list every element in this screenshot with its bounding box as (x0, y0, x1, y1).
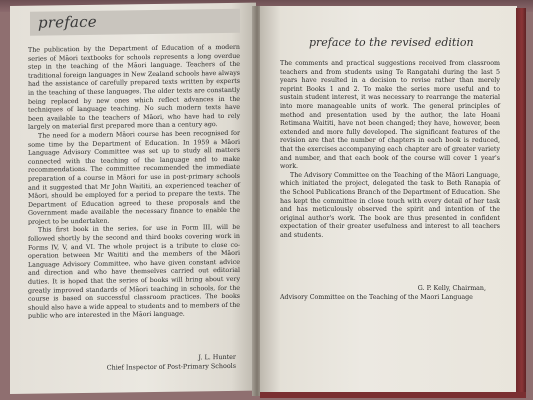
left-signature-role: Chief Inspector of Post-Primary Schools (106, 361, 236, 372)
right-paragraph-2: The Advisory Committee on the Teaching of the Māori Language, which initiated the project, delegated the task to Beth Ranapia of the School Publications Branch of the Department of Education. She has kept the committee in close touch with every detail of her task and has meticulously observed the spirit and intention of the original author's work. The book are thus presented in confident expectation of their greater usefulness and interest to all teachers and students. (280, 171, 500, 239)
book-cover-edge (516, 8, 526, 394)
right-signature-name: G. P. Kelly, Chairman, (417, 285, 486, 292)
right-page (260, 6, 517, 394)
left-paragraph-2: The need for a modern Māori course has been recognised for some time by the Department of Education. In 1959 a Māori Language Advisory Committee was set up to study all matters connected with the teaching of the language and to make recommendations. The committee recommended the immediate preparation of a course in Māori for use in post-primary schools and it suggested that Mr John Waititi, an experienced teacher of Māori, should be employed for a period to prepare the texts. The Department of Education agreed to these proposals and the Government made available the necessary finance to enable the project to be undertaken. (28, 129, 240, 226)
left-page-body (28, 44, 240, 322)
right-page-body (280, 60, 500, 240)
right-signature-role: Advisory Committee on the Teaching of the Maori Language (280, 293, 473, 301)
right-paragraph-1: The comments and practical suggestions received from classroom teachers and from students using Te Rangatahi during the last 5 years have resulted in a decision to revise rather than merely reprint Books 1 and 2. To make the series more useful and to sustain student interest, it was necessary to rearrange the material into more manageable units of work. The general principles of method and presentation used by the author, the late Hoani Retimana Waititi, have not been changed; they have, however, been extended and more fully developed. The significant features of the revision are that the number of chapters in each book is reduced, that the exercises accompanying each chapter are of greater variety and number, and that each book of the course will cover 1 year's work. (280, 60, 500, 171)
left-signature-name: J. L. Hunter (198, 352, 236, 362)
left-page (10, 3, 256, 394)
open-book (4, 6, 531, 398)
right-page-heading: preface to the revised edition (309, 36, 474, 49)
book-cover-bottom (260, 392, 526, 398)
left-paragraph-3: This first book in the series, for use in Form III, will be followed shortly by the second and third books covering work in Forms IV, V, and VI. The whole project is a tribute to close co-operation between Mr Waititi and the members of the Māori Language Advisory Committee, who have given constant advice and direction and who have themselves carried out editorial duties. It is hoped that the series of books will bring about very greatly improved standards of Māori teaching in schools, for the course is based on successful classroom practices. The books should also have a wide appeal to students and to members of the public who are interested in the Māori language. (28, 224, 240, 321)
right-signature (280, 285, 504, 302)
left-signature (28, 353, 242, 374)
left-page-heading: preface (38, 12, 97, 32)
left-paragraph-1: The publication by the Department of Education of a modern series of Māori textbooks for schools represents a long overdue step in the teaching of the Māori language. Teachers of the traditional foreign languages in New Zealand schools have always had the assistance of carefully prepared texts written by experts in the teaching of these languages. The older texts are constantly being replaced by new ones which reflect advances in the techniques of language teaching. No such modern texts have been available to the teachers of Māori, who have had to rely largely on material first prepared more than a century ago. (28, 43, 240, 132)
